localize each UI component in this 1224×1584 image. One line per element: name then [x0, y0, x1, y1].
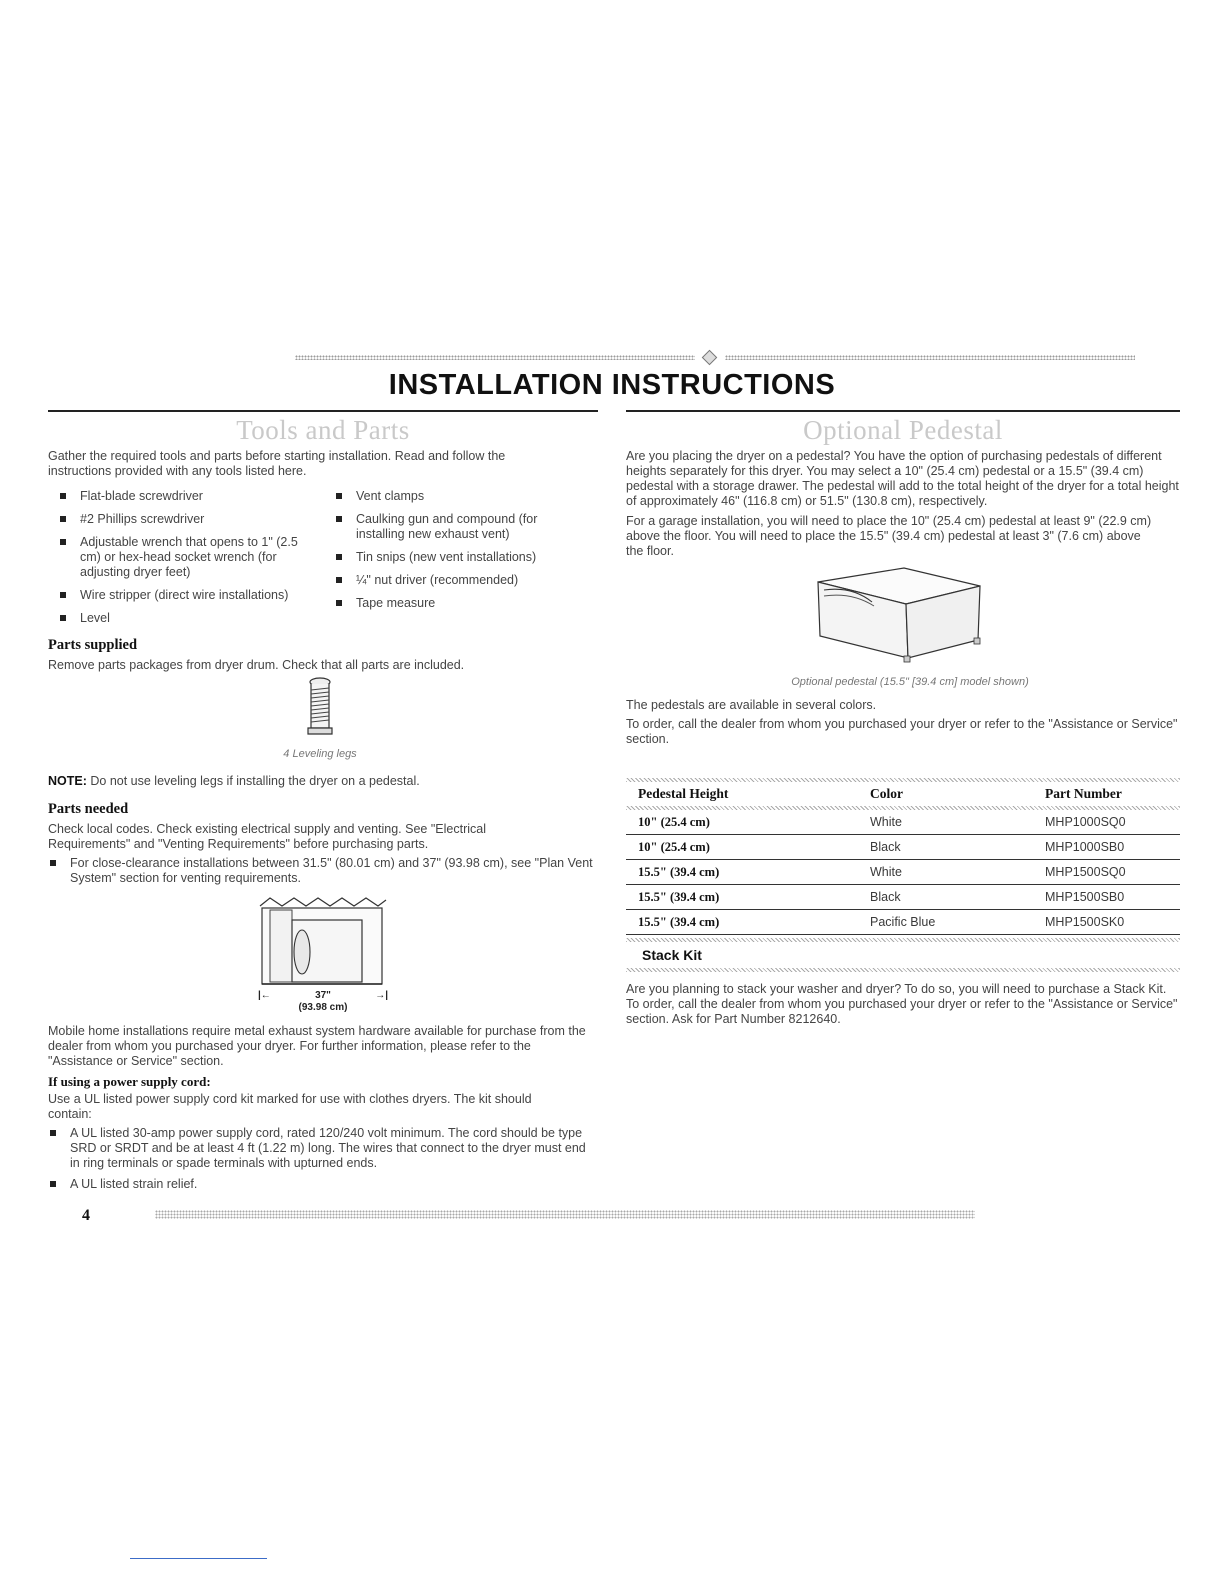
pedestal-order-text: To order, call the dealer from whom you purchased your dryer or refer to the "Assistance or Service" section. [626, 717, 1178, 746]
list-item: ¼" nut driver (recommended) [334, 573, 574, 588]
table-cell: 15.5" (39.4 cm) [638, 914, 720, 929]
note-text: Do not use leveling legs if installing the dryer on a pedestal. [86, 774, 420, 788]
list-item: Tin snips (new vent installations) [334, 550, 574, 565]
table-row [626, 810, 1180, 835]
left-column-rule [48, 410, 598, 412]
table-cell: 15.5" (39.4 cm) [638, 889, 720, 904]
clearance-bullet [48, 856, 596, 894]
dimension-label: 37" [315, 990, 331, 1001]
parts-needed-text: Check local codes. Check existing electrical supply and venting. See "Electrical Requirements" and "Venting Requirements" before purchasing parts. [48, 822, 486, 851]
table-cell: MHP1500SK0 [1045, 914, 1125, 929]
column-header: Pedestal Height [638, 785, 729, 801]
power-cord-heading: If using a power supply cord: [48, 1074, 211, 1089]
table-cell: MHP1000SB0 [1045, 839, 1125, 854]
list-item: A UL listed 30-amp power supply cord, rated 120/240 volt minimum. The cord should be type SRD or SRDT and be at least 4 ft (1.22 m) long. The wires that connect to the dryer must end in ring terminals or spade terminals with upturned ends. [48, 1126, 598, 1171]
page-number: 4 [82, 1207, 90, 1224]
list-item: #2 Phillips screwdriver [58, 512, 308, 527]
pedestal-caption: Optional pedestal (15.5" [39.4 cm] model shown) [791, 676, 1029, 688]
parts-supplied-text: Remove parts packages from dryer drum. Check that all parts are included. [48, 658, 465, 672]
tools-list-left [58, 489, 308, 634]
table-row [626, 835, 1180, 860]
parts-needed-heading: Parts needed [48, 801, 129, 817]
right-column-rule [626, 410, 1180, 412]
garage-text: For a garage installation, you will need to place the 10" (25.4 cm) pedestal at least 9" (22.9 cm) above the floor. You will need to place the 15.5" (39.4 cm) pedestal at least 3" (7.6 cm) above the floor. [626, 514, 1152, 558]
table-cell: Pacific Blue [870, 914, 936, 929]
table-row [626, 910, 1180, 935]
tools-intro: Gather the required tools and parts before starting installation. Read and follow the instructions provided with any tools listed here. [48, 449, 506, 478]
table-cell: 10" (25.4 cm) [638, 839, 710, 854]
closet-clearance-illustration [254, 896, 390, 998]
table-row [626, 860, 1180, 885]
list-item: A UL listed strain relief. [48, 1177, 598, 1192]
table-cell: White [870, 864, 902, 879]
list-item: Vent clamps [334, 489, 574, 504]
list-item: Level [58, 611, 308, 626]
mobile-home-text: Mobile home installations require metal exhaust system hardware available for purchase from the dealer from whom you purchased your dryer. For further information, please refer to the "Assistance or Service" section. [48, 1024, 586, 1068]
table-row [626, 885, 1180, 910]
table-cell: Black [870, 839, 901, 854]
table-cell: Black [870, 889, 901, 904]
table-cell: 10" (25.4 cm) [638, 814, 710, 829]
pedestal-section-title: Optional Pedestal [803, 415, 1003, 445]
list-item: For close-clearance installations between 31.5" (80.01 cm) and 37" (93.98 cm), see "Plan Vent System" section for venting requirements. [48, 856, 596, 886]
pedestal-colors-text: The pedestals are available in several colors. [626, 698, 877, 712]
top-decorative-rule [295, 352, 1135, 364]
table-cell: White [870, 814, 902, 829]
tools-list-right [334, 489, 574, 619]
table-cell: MHP1500SB0 [1045, 889, 1125, 904]
pedestal-intro: Are you placing the dryer on a pedestal? You have the option of purchasing pedestals of different heights separately for this dryer. You may select a 10" (25.4 cm) pedestal or a 15.5" (39.4 cm) pedestal with a storage drawer. The pedestal will add to the total height of the dryer for a total height of approximately 46" (116.8 cm) or 51.5" (130.8 cm), respectively. [626, 449, 1179, 508]
list-item: Tape measure [334, 596, 574, 611]
pedestal-illustration [812, 566, 986, 666]
list-item: Flat-blade screwdriver [58, 489, 308, 504]
table-header-row [626, 782, 1180, 806]
list-item: Caulking gun and compound (for installing new exhaust vent) [334, 512, 574, 542]
column-header: Color [870, 785, 903, 801]
dimension-metric: (93.98 cm) [298, 1002, 348, 1013]
bottom-decorative-rule [60, 1207, 1140, 1221]
footer-line [130, 1558, 267, 1559]
list-item: Adjustable wrench that opens to 1" (2.5 cm) or hex-head socket wrench (for adjusting dryer feet) [58, 535, 308, 580]
stack-kit-band [626, 938, 1180, 972]
stack-kit-text: Are you planning to stack your washer and dryer? To do so, you will need to purchase a Stack Kit. To order, call the dealer from whom you purchased your dryer or refer to the "Assistance or Service" section. Ask for Part Number 8212640. [626, 982, 1178, 1026]
leveling-legs-caption: 4 Leveling legs [283, 748, 357, 760]
note-label: NOTE: [48, 774, 87, 788]
table-cell: MHP1000SQ0 [1045, 814, 1126, 829]
clearance-dimension: |← 37" →| (93.98 cm) [258, 990, 388, 1013]
table-cell: MHP1500SQ0 [1045, 864, 1126, 879]
diamond-ornament-icon [702, 350, 718, 366]
leveling-leg-icon [303, 676, 337, 738]
parts-supplied-heading: Parts supplied [48, 637, 138, 653]
column-header: Part Number [1045, 785, 1122, 801]
page-title: INSTALLATION INSTRUCTIONS [388, 369, 836, 401]
pedestal-table [626, 778, 1180, 935]
pedestal-note [48, 774, 568, 789]
stack-kit-heading: Stack Kit [642, 947, 702, 963]
list-item: Wire stripper (direct wire installations) [58, 588, 308, 603]
table-cell: 15.5" (39.4 cm) [638, 864, 720, 879]
power-cord-text: Use a UL listed power supply cord kit marked for use with clothes dryers. The kit should contain: [48, 1092, 532, 1121]
tools-section-title: Tools and Parts [236, 415, 410, 445]
power-cord-list [48, 1126, 598, 1200]
